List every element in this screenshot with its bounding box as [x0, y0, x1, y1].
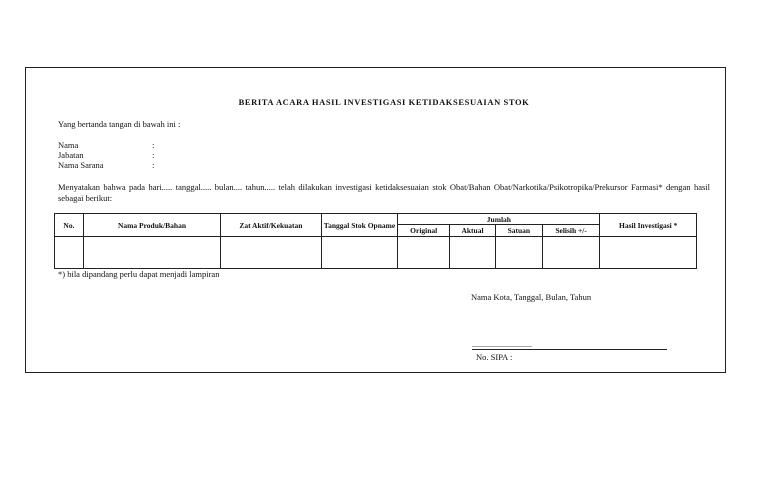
- header-result: Hasil Investigasi *: [600, 214, 697, 237]
- subheader-original: Original: [398, 225, 450, 237]
- cell-no[interactable]: [55, 237, 84, 269]
- investigation-table: [54, 213, 697, 269]
- document-title: BERITA ACARA HASIL INVESTIGASI KETIDAKSESUAIAN STOK: [238, 97, 530, 107]
- header-product: Nama Produk/Bahan: [83, 214, 220, 237]
- header-amount: Jumlah: [398, 214, 600, 225]
- header-no: No.: [55, 214, 84, 237]
- header-stock-date: Tanggal Stok Opname: [321, 214, 398, 237]
- subheader-difference: Selisih +/-: [542, 225, 600, 237]
- signature-line: [472, 349, 667, 350]
- field-label-position: Jabatan: [58, 150, 84, 160]
- subheader-actual: Aktual: [450, 225, 496, 237]
- field-sep-facility: :: [152, 160, 155, 170]
- field-label-facility: Nama Sarana: [58, 160, 104, 170]
- cell-product[interactable]: [83, 237, 220, 269]
- cell-difference[interactable]: [542, 237, 600, 269]
- cell-original[interactable]: [398, 237, 450, 269]
- cell-date[interactable]: [321, 237, 398, 269]
- sipa-number: No. SIPA :: [476, 352, 513, 362]
- field-sep-name: :: [152, 140, 155, 150]
- cell-actual[interactable]: [450, 237, 496, 269]
- statement-paragraph: Menyatakan bahwa pada hari..... tanggal..... bulan.... tahun..... telah dilakukan investigasi ketidaksesuaian stok Obat/Bahan Obat/Narkotika/Psikotropika/Prekursor Farmasi* dengan hasil sebagai berikut:: [58, 182, 710, 203]
- field-sep-position: :: [152, 150, 155, 160]
- place-date-line: Nama Kota, Tanggal, Bulan, Tahun: [471, 292, 592, 302]
- header-active-ingredient: Zat Aktif/Kekuatan: [221, 214, 322, 237]
- cell-active[interactable]: [221, 237, 322, 269]
- intro-text: Yang bertanda tangan di bawah ini :: [58, 119, 181, 129]
- footnote: *) bila dipandang perlu dapat menjadi lampiran: [58, 269, 220, 279]
- field-label-name: Nama: [58, 140, 79, 150]
- cell-result[interactable]: [600, 237, 697, 269]
- signature-dots: ..............................: [472, 340, 532, 349]
- cell-unit[interactable]: [495, 237, 542, 269]
- subheader-unit: Satuan: [495, 225, 542, 237]
